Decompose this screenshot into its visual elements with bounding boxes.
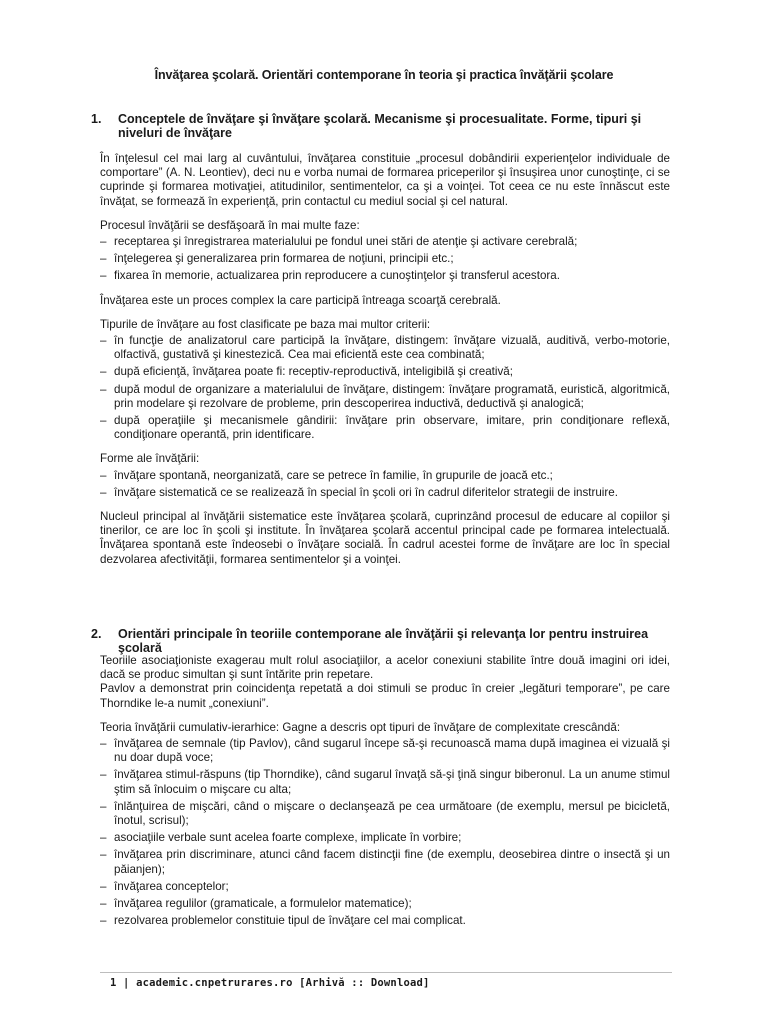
list-item: – înlănţuirea de mişcări, când o mişcare o declanşează pe cea următoare (de exemplu, mersul pe bicicletă, înotul, scrisul); [100,800,670,828]
list-item: – după eficienţă, învăţarea poate fi: receptiv-reproductivă, inteligibilă şi creativă; [100,365,670,379]
forms-list [100,469,670,500]
document-title: Învăţarea şcolară. Orientări contemporane în teoria şi practica învăţării şcolare [154,68,614,82]
section-2-body [100,654,670,938]
list-item: – învăţarea stimul-răspuns (tip Thorndike), când sugarul învaţă să-şi ţină singur biberonul. La un anume stimul ştim să înlocuim o mişcare cu alta; [100,768,670,796]
section-1-title: Conceptele de învăţare şi învăţare şcolară. Mecanisme şi procesualitate. Forme, tipuri şi niveluri de învăţare [118,112,642,140]
section-2-number: 2. [91,627,102,641]
list-item: – după modul de organizare a materialului de învăţare, distingem: învăţare programată, euristică, algoritmică, prin modelare şi rezolvare de probleme, prin descoperirea inductivă, deductivă şi analogică; [100,383,670,411]
list-item: – învăţare spontană, neorganizată, care se petrece în familie, în grupurile de joacă etc.; [100,469,670,483]
list-item: – receptarea şi înregistrarea materialului pe fondul unei stări de atenţie şi activare cerebrală; [100,235,670,249]
list-item: – învăţarea conceptelor; [100,880,670,894]
forms-lead: Forme ale învăţării: [100,452,200,466]
paragraph: Teoriile asociaţioniste exagerau mult rolul asociaţiilor, a acelor conexiuni stabilite între două imagini ori idei, dacă se produc simultan şi sunt întărite prin repetare. [100,654,670,682]
section-1-body [100,152,670,577]
list-item: – fixarea în memorie, actualizarea prin reproducere a cunoştinţelor şi transferul acestora. [100,269,670,283]
types-lead: Tipurile de învăţare au fost clasificate pe baza mai multor criterii: [100,317,431,331]
section-1-heading [91,112,676,140]
gagne-list [100,737,670,928]
phases-lead: Procesul învăţării se desfăşoară în mai multe faze: [100,218,360,232]
list-item: – învăţarea de semnale (tip Pavlov), când sugarul începe să-şi recunoască mama după imaginea ei vizuală şi nu doar după voce; [100,737,670,765]
gagne-lead: Teoria învăţării cumulativ-ierarhice: Gagne a descris opt tipuri de învăţare de complexitate crescândă: [100,720,621,734]
list-item: – învăţarea prin discriminare, atunci când facem distincţii fine (de exemplu, deosebirea dintre o insectă şi un păianjen); [100,848,670,876]
paragraph: Pavlov a demonstrat prin coincidenţa repetată a doi stimuli se produc în creier „legături temporare”, pe care Thorndike le-a numit „conexiuni”. [100,682,670,710]
list-item: – învăţarea regulilor (gramaticale, a formulelor matematice); [100,897,670,911]
phases-list [100,235,670,284]
list-item: – înţelegerea şi generalizarea prin formarea de noţiuni, principii etc.; [100,252,670,266]
section-1-number: 1. [91,112,102,126]
section-2-heading [91,627,676,655]
page-footer[interactable]: 1 | academic.cnpetrurares.ro [Arhivă :: Download] [110,977,430,989]
section-2-title: Orientări principale în teoriile contemporane ale învăţării şi relevanţa lor pentru instruirea şcolară [118,627,649,655]
list-item: – în funcţie de analizatorul care participă la învăţare, distingem: învăţare vizuală, auditivă, verbo-motorie, olfactivă, gustativă şi kinestezică. Cea mai eficientă este cea combinată; [100,334,670,362]
footer-divider [100,972,672,973]
paragraph: Învăţarea este un proces complex la care participă întreaga scoarţă cerebrală. [100,293,501,307]
list-item: – asociaţiile verbale sunt acelea foarte complexe, implicate în vorbire; [100,831,670,845]
types-list [100,334,670,442]
list-item: – după operaţiile şi mecanismele gândirii: învăţare prin observare, imitare, prin condiţionare reflexă, condiţionare operantă, prin identificare. [100,414,670,442]
list-item: – învăţare sistematică ce se realizează în special în şcoli ori în cadrul diferitelor strategii de instruire. [100,486,670,500]
paragraph: Nucleul principal al învăţării sistematice este învăţarea şcolară, cuprinzând procesul de educare al copiilor şi tinerilor, ce are loc în şcoli şi institute. În învăţarea şcolară accentul principal cade pe formarea intelectuală. Învăţarea spontană este îndeosebi o învăţare socială. În cadrul acestei forme de învăţare are loc în special dezvolarea afectivităţii, formarea sentimentelor şi a voinţei. [100,510,670,566]
paragraph: În înţelesul cel mai larg al cuvântului, învăţarea constituie „procesul dobândirii experienţelor individuale de comportare” (A. N. Leontiev), deci nu e vorba numai de formarea priceperilor şi însuşirea unor cunoştinţe, ci se cuprinde şi formarea motivaţiei, atitudinilor, sentimentelor, ca şi a voinţei. Tot ceea ce nu este înnăscut este învăţat, se formează în experienţă, prin contactul cu mediul social şi cel natural. [100,152,670,208]
list-item: – rezolvarea problemelor constituie tipul de învăţare cel mai complicat. [100,914,670,928]
